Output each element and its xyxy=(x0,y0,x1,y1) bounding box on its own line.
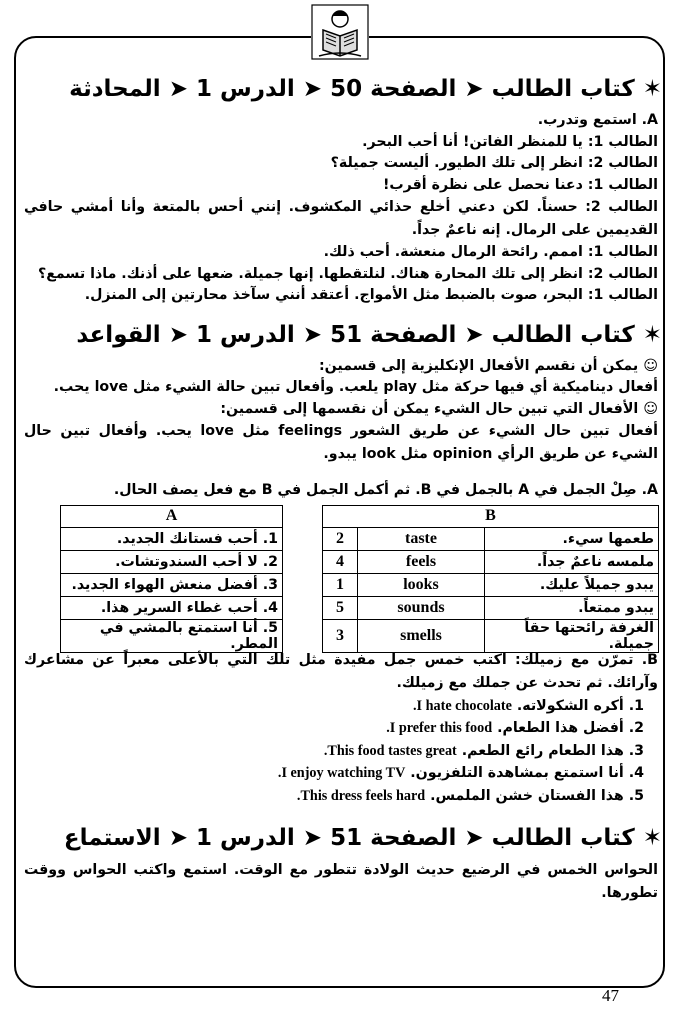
table-row xyxy=(323,527,659,550)
example-english: This dress feels hard. xyxy=(296,787,426,804)
grammar-note: أفعال تبين حال الشيء عن طريق الشعور feelings مثل love يحب. وأفعال تبين حال الشيء عن طريق الرأي opinion مثل look يبدو. xyxy=(24,423,658,462)
table-row xyxy=(61,550,283,573)
example-arabic: هذا الطعام رائع الطعم. xyxy=(461,742,624,759)
dialogue-line: الطالب 1: اممم. رائحة الرمال منعشة. أحب ذلك. xyxy=(323,244,658,260)
grammar-note: ☺ يمكن أن نقسم الأفعال الإنكليزية إلى قسمين: xyxy=(318,357,658,374)
table-row xyxy=(323,550,659,573)
dialogue-line: الطالب 2: حسناً. لكن دعني أخلع حذائي المكشوف. إنني أحس بالمتعة وأنا أمشي حافي القديمين على الرمال. إنه ناعمٌ جداً. xyxy=(24,199,658,238)
table-a-sentence: 1. أحب فستانك الجديد. xyxy=(61,527,283,550)
example-arabic: أفضل هذا الطعام. xyxy=(497,720,624,736)
table-b-desc: طعمها سيء. xyxy=(485,527,659,550)
table-b-header: B xyxy=(323,505,659,527)
table-a-sentence: 4. أحب غطاء السرير هذا. xyxy=(61,596,283,619)
table-b-desc: يبدو جميلاً عليك. xyxy=(485,573,659,596)
table-b-number: 2 xyxy=(323,527,358,550)
example-english: I enjoy watching TV. xyxy=(277,765,406,781)
example-number: 1. xyxy=(628,697,644,714)
grammar-note: ☺ الأفعال التي تبين حال الشيء يمكن أن نقسمها إلى قسمين: xyxy=(220,400,658,417)
table-a-sentence: 5. أنا استمتع بالمشي في المطر. xyxy=(61,619,283,652)
example-sentence xyxy=(18,785,664,808)
example-arabic: أنا استمتع بمشاهدة التلفزيون. xyxy=(410,765,624,781)
table-b-desc: ملمسه ناعمٌ جداً. xyxy=(485,550,659,573)
example-number: 2. xyxy=(628,720,644,736)
table-b xyxy=(322,505,659,653)
example-number: 4. xyxy=(628,765,644,781)
table-row xyxy=(323,619,659,652)
table-a-sentence: 3. أفضل منعش الهواء الجديد. xyxy=(61,573,283,596)
table-row xyxy=(61,619,283,652)
exercise-a-instruction: A. صِلْ الجمل في A بالجمل في B. ثم أكمل الجمل في B مع فعل يصف الحال. xyxy=(113,482,658,498)
section-heading-listening: ✶ كتاب الطالب ➤ الصفحة 51 ➤ الدرس 1 ➤ الاستماع xyxy=(63,825,662,851)
table-b-number: 3 xyxy=(323,619,358,652)
instruction-listen-practice: A. استمع وتدرب. xyxy=(537,112,658,128)
dialogue-line: الطالب 1: دعنا نحصل على نظرة أقرب! xyxy=(382,176,658,193)
example-sentence xyxy=(18,695,664,718)
page-content xyxy=(18,74,664,905)
table-b-verb: taste xyxy=(358,527,485,550)
table-b-verb: feels xyxy=(358,550,485,573)
listening-text: الحواس الخمس في الرضيع حديث الولادة تتطور مع الوقت. استمع واكتب الحواس ووقت تطورها. xyxy=(24,862,658,901)
matching-tables xyxy=(18,505,664,652)
dialogue-line: الطالب 1: البحر، صوت بالضبط مثل الأمواج. أعتقد أنني سآخذ محارتين إلى المنزل. xyxy=(84,287,658,303)
table-b-desc: يبدو ممتعاً. xyxy=(485,596,659,619)
example-arabic: هذا الفستان خشن الملمس. xyxy=(430,787,624,804)
table-row xyxy=(61,596,283,619)
reading-figure-logo xyxy=(311,4,369,60)
example-number: 3. xyxy=(628,742,644,759)
page-number: 47 xyxy=(602,986,619,1005)
example-sentence xyxy=(18,762,664,785)
dialogue-line: الطالب 2: انظر إلى تلك المحارة هناك. لنلتقطها. إنها جميلة. ضعها على أذنك. ماذا تسمع؟ xyxy=(37,265,658,282)
table-a-header: A xyxy=(61,505,283,527)
table-a xyxy=(60,505,283,653)
table-row xyxy=(61,527,283,550)
table-row xyxy=(323,596,659,619)
table-b-desc: الغرفة رائحتها حقاً جميلة. xyxy=(485,619,659,652)
table-b-number: 5 xyxy=(323,596,358,619)
table-b-verb: sounds xyxy=(358,596,485,619)
section-heading-conversation: ✶ كتاب الطالب ➤ الصفحة 50 ➤ الدرس 1 ➤ المحادثة xyxy=(69,76,662,102)
table-b-number: 1 xyxy=(323,573,358,596)
dialogue-line: الطالب 1: يا للمنظر الفاتن! أنا أحب البحر. xyxy=(362,133,658,150)
example-number: 5. xyxy=(628,787,644,804)
table-a-sentence: 2. لا أحب السندوتشات. xyxy=(61,550,283,573)
dialogue-line: الطالب 2: انظر إلى تلك الطيور. أليست جميلة؟ xyxy=(330,155,658,171)
table-row xyxy=(323,573,659,596)
grammar-note: أفعال ديناميكية أي فيها حركة مثل play يلعب. وأفعال تبين حالة الشيء مثل love يحب. xyxy=(53,379,658,395)
table-b-number: 4 xyxy=(323,550,358,573)
example-sentence xyxy=(18,717,664,740)
example-english: I hate chocolate. xyxy=(413,697,512,714)
exercise-b-instruction: B. تمرّن مع زميلك: اكتب خمس جمل مفيدة مثل تلك التي بالأعلى معبراً عن مشاعرك وآرائك. ثم تحدث عن جملك مع زميلك. xyxy=(24,651,658,691)
table-row xyxy=(61,573,283,596)
example-sentence xyxy=(18,740,664,763)
table-b-verb: looks xyxy=(358,573,485,596)
example-english: This food tastes great. xyxy=(323,742,457,759)
example-arabic: أكره الشكولاته. xyxy=(516,697,624,714)
table-b-verb: smells xyxy=(358,619,485,652)
section-heading-grammar: ✶ كتاب الطالب ➤ الصفحة 51 ➤ الدرس 1 ➤ القواعد xyxy=(76,321,662,348)
example-english: I prefer this food. xyxy=(386,720,493,736)
